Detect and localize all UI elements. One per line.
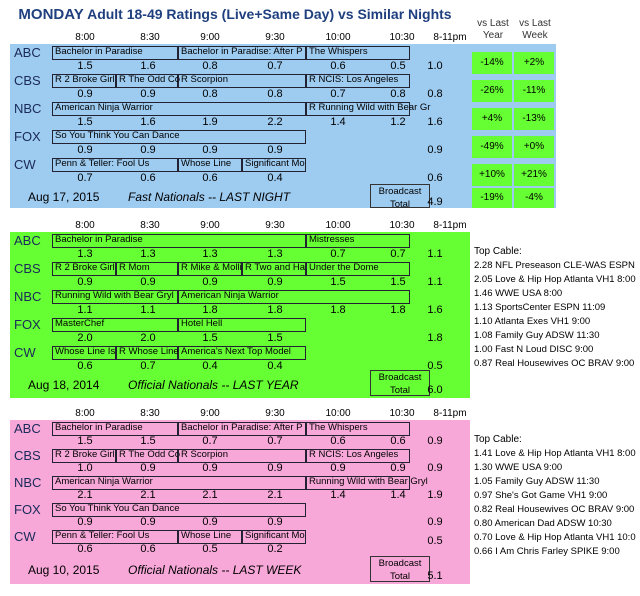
program-cell: So You Think You Can Dance: [52, 130, 306, 144]
cable-item: 1.00 Fast N Loud DISC 9:00: [474, 344, 594, 355]
program-cell: R Mom: [116, 262, 178, 276]
cable-item: 1.10 Atlanta Exes VH1 9:00: [474, 316, 591, 327]
program-cell: America's Next Top Model: [178, 346, 306, 360]
program-cell: American Ninja Warrior: [178, 290, 410, 304]
program-cell: The Whispers: [306, 46, 410, 60]
cable-item: 0.82 Real Housewives OC BRAV 9:00: [474, 504, 635, 515]
program-cell: Whose Line: [178, 530, 242, 544]
program-cell: R NCIS: Los Angeles: [306, 74, 410, 88]
cable-item: 1.13 SportsCenter ESPN 11:09: [474, 302, 606, 313]
broadcast-total: 6.0: [427, 384, 443, 396]
cable-item: 2.28 NFL Preseason CLE-WAS ESPN: [474, 260, 635, 271]
program-cell: So You Think You Can Dance: [52, 503, 306, 517]
broadcast-total: 4.9: [427, 196, 443, 208]
broadcast-total-label: Broadcast Total: [370, 184, 430, 208]
program-cell: R Scorpion: [178, 74, 306, 88]
date-label: Aug 17, 2015: [28, 190, 100, 204]
program-cell: Penn & Teller: Fool Us: [52, 530, 178, 544]
program-cell: Penn & Teller: Fool Us: [52, 158, 178, 172]
program-cell: R Two and Ha: [242, 262, 306, 276]
program-cell: Bachelor in Paradise: After P: [178, 422, 306, 436]
cable-item: 1.46 WWE USA 8:00: [474, 288, 563, 299]
program-cell: The Whispers: [306, 422, 410, 436]
program-cell: Significant Mo: [242, 530, 306, 544]
page-title: MONDAY Adult 18-49 Ratings (Live+Same Day) vs Similar Nights: [18, 6, 452, 23]
broadcast-total-label: Broadcast Total: [370, 370, 430, 396]
program-cell: Bachelor in Paradise: [52, 46, 178, 60]
source-label: Fast Nationals -- LAST NIGHT: [128, 190, 291, 204]
date-label: Aug 18, 2014: [28, 378, 100, 392]
source-label: Official Nationals -- LAST YEAR: [128, 378, 299, 392]
top-cable-title: Top Cable:: [474, 434, 522, 445]
program-cell: Bachelor in Paradise: [52, 234, 306, 248]
program-cell: MasterChef: [52, 318, 178, 332]
program-cell: Running Wild with Bear Gryl: [306, 476, 410, 490]
cable-item: 0.87 Real Housewives OC BRAV 9:00: [474, 358, 635, 369]
program-cell: R 2 Broke Girl: [52, 262, 116, 276]
program-cell: R The Odd Co: [116, 449, 178, 463]
cable-item: 1.30 WWE USA 9:00: [474, 462, 563, 473]
program-cell: Hotel Hell: [178, 318, 306, 332]
cable-item: 0.66 I Am Chris Farley SPIKE 9:00: [474, 546, 620, 557]
cable-item: 1.41 Love & Hip Hop Atlanta VH1 8:00: [474, 448, 636, 459]
program-cell: American Ninja Warrior: [52, 102, 306, 116]
program-cell: Significant Mo: [242, 158, 306, 172]
source-label: Official Nationals -- LAST WEEK: [128, 563, 302, 577]
program-cell: Under the Dome: [306, 262, 410, 276]
vs-last-week-header: vs Last Week: [519, 18, 551, 41]
program-cell: R Whose Line: [116, 346, 178, 360]
cable-item: 0.80 American Dad ADSW 10:30: [474, 518, 612, 529]
program-cell: R Running Wild with Bear Gr: [306, 102, 410, 116]
cable-item: 1.08 Family Guy ADSW 11:30: [474, 330, 600, 341]
program-cell: Mistresses: [306, 234, 410, 248]
program-cell: R Scorpion: [178, 449, 306, 463]
broadcast-total-label: Broadcast Total: [370, 556, 430, 582]
program-cell: Whose Line: [178, 158, 242, 172]
vs-last-year-header: vs Last Year: [477, 18, 509, 41]
program-cell: R 2 Broke Girl: [52, 74, 116, 88]
program-cell: R The Odd Co: [116, 74, 178, 88]
top-cable-title: Top Cable:: [474, 246, 522, 257]
program-cell: American Ninja Warrior: [52, 476, 306, 490]
program-cell: Bachelor in Paradise: [52, 422, 178, 436]
cable-item: 1.05 Family Guy ADSW 11:30: [474, 476, 600, 487]
program-cell: Bachelor in Paradise: After P: [178, 46, 306, 60]
broadcast-total: 5.1: [427, 570, 443, 582]
cable-item: 2.05 Love & Hip Hop Atlanta VH1 8:00: [474, 274, 636, 285]
program-cell: R NCIS: Los Angeles: [306, 449, 410, 463]
cable-item: 0.97 She's Got Game VH1 9:00: [474, 490, 608, 501]
cable-item: 0.70 Love & Hip Hop Atlanta VH1 10:0: [474, 532, 636, 543]
program-cell: R Mike & Molli: [178, 262, 242, 276]
program-cell: R 2 Broke Girl: [52, 449, 116, 463]
date-label: Aug 10, 2015: [28, 563, 100, 577]
program-cell: Running Wild with Bear Gryl: [52, 290, 178, 304]
program-cell: Whose Line Is: [52, 346, 116, 360]
